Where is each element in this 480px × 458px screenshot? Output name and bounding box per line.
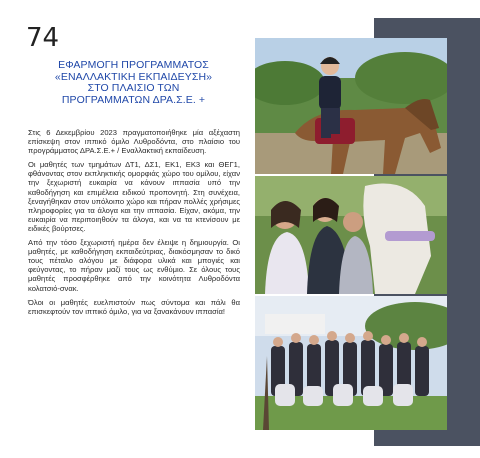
article-body	[28, 128, 240, 321]
title-line: ΠΡΟΓΡΑΜΜΑΤΩΝ ΔΡΑ.Σ.Ε. +	[61, 93, 206, 106]
article-paragraph: Όλοι οι μαθητές ευελπιστούν πως σύντομα και πάλι θα επισκεφτούν τον ιππικό όμιλο, για να ξανακάνουν ιππασία!	[28, 297, 240, 316]
photo-rider-on-horse	[255, 38, 447, 174]
article-paragraph: Οι μαθητές των τμημάτων ΔΤ1, ΔΣ1, ΕΚ1, ΕΚ3 και ΘΕΓ1, φθάνοντας στον εκπληκτικής ομορφιάς χώρο του ομίλου, είχαν την ξεχωριστή ευκαιρία να κάνουν ιππασία υπό την καθοδήγηση και επιμέλεια ειδικού προπονητή. Στη συνέχεια, ξεναγήθηκαν στον υπόλοιπο χώρο και πήραν πολλές χρήσιμες πληροφορίες για τα άλογα και την ιππασία. Είχαν, ακόμα, την ευκαιρία να περιποιηθούν τα άλογα, και να τα κτενίσουν με ειδικές βούρτσες.	[28, 160, 240, 233]
article-paragraph: Στις 6 Δεκεμβρίου 2023 πραγματοποιήθηκε μία αξέχαστη επίσκεψη στον ιππικό όμιλο Λυθροδόντα, στο πλαίσιο του προγράμματος ΔΡΑ.Σ.Ε.+ / Εναλλακτική εκπαίδευση.	[28, 128, 240, 156]
title-line: ΣΤΟ ΠΛΑΙΣΙΟ ΤΩΝ	[87, 82, 180, 94]
photo-group-students	[255, 296, 447, 430]
article-title	[26, 60, 241, 106]
photo-students-with-horse	[255, 176, 447, 294]
title-line: ΕΦΑΡΜΟΓΗ ΠΡΟΓΡΑΜΜΑΤΟΣ	[58, 59, 209, 71]
title-line: «ΕΝΑΛΛΑΚΤΙΚΗ ΕΚΠΑΙΔΕΥΣΗ»	[54, 70, 213, 83]
page-number: 74	[26, 23, 60, 53]
article-paragraph: Από την τόσο ξεχωριστή ημέρα δεν έλειψε η δημιουργία. Οι μαθητές, με καθοδήγηση εκπαιδεύτριας, διακόσμησαν το δικό τους πέταλο αλόγου με διάφορα υλικά και μπογιές και φεύγοντας, το πήραν μαζί τους ως ενθύμιο. Σε όλους τους μαθητές προσφέρθηκε από την κοινότητα Λυθροδόντα κολατσιό-σνακ.	[28, 238, 240, 293]
